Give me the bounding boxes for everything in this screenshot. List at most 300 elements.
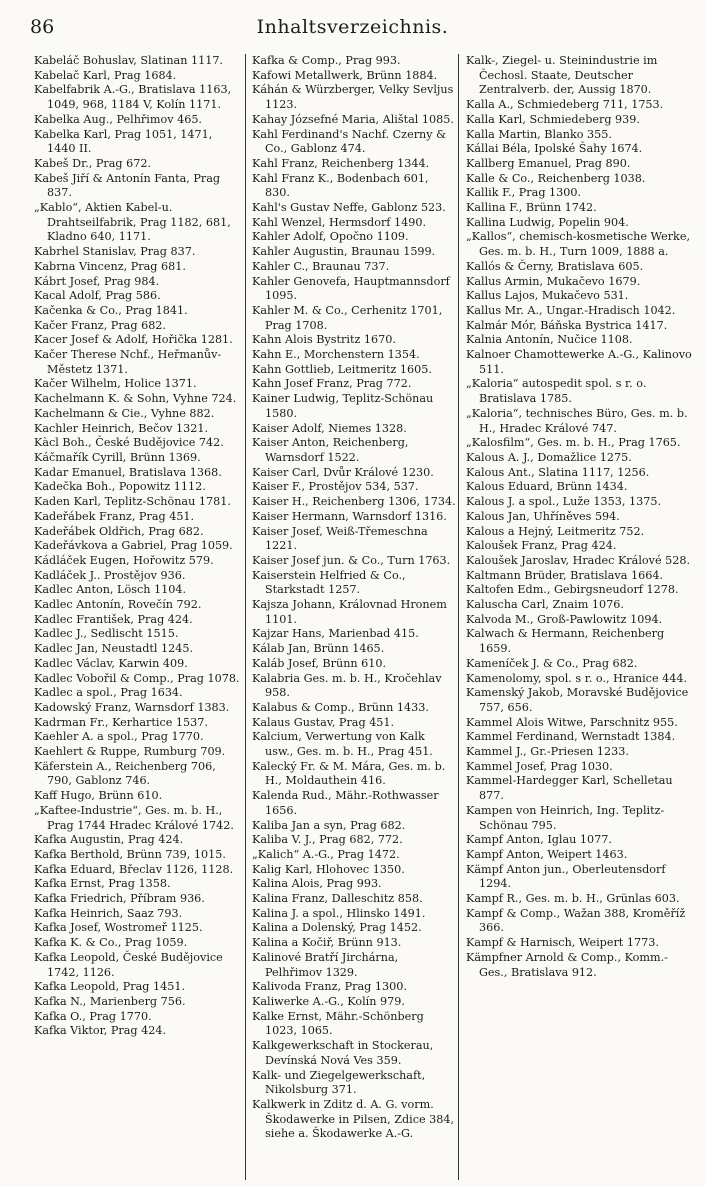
index-entry-text: Kammel Josef, Prag 1030. bbox=[466, 759, 613, 773]
index-entry bbox=[34, 480, 243, 495]
index-entry bbox=[34, 172, 243, 201]
index-entry-text: Kahler C., Braunau 737. bbox=[252, 259, 390, 273]
index-entry bbox=[252, 907, 456, 922]
index-entry-text: Kammel J., Gr.-Priesen 1233. bbox=[466, 745, 629, 759]
index-entry bbox=[466, 760, 696, 775]
index-entry bbox=[34, 833, 243, 848]
index-entry-text: „Kalosfilm“, Ges. m. b. H., Prag 1765. bbox=[466, 436, 681, 450]
index-entry bbox=[252, 69, 456, 84]
index-entry-text: Kampf & Harnisch, Weipert 1773. bbox=[466, 936, 659, 950]
index-entry bbox=[252, 422, 456, 437]
index-entry-text: Kállai Béla, Ipolské Šahy 1674. bbox=[466, 142, 643, 156]
index-entry bbox=[466, 348, 696, 377]
index-entry-text: Kalous A. J., Domažlice 1275. bbox=[466, 450, 632, 464]
index-entry-text: Kalla Martin, Blanko 355. bbox=[466, 127, 612, 141]
index-entry bbox=[34, 921, 243, 936]
index-entry-text: Kallina Ludwig, Popelin 904. bbox=[466, 215, 629, 229]
index-column-3 bbox=[459, 54, 698, 1180]
index-entry bbox=[252, 333, 456, 348]
index-entry bbox=[466, 804, 696, 833]
index-entry-text: Kahl Franz K., Bodenbach 601, 830. bbox=[252, 171, 433, 200]
index-entry-text: Kabelka Karl, Prag 1051, 1471, 1440 II. bbox=[34, 127, 216, 156]
index-entry bbox=[466, 907, 696, 936]
index-entry bbox=[466, 201, 696, 216]
index-entry-text: Kahl's Gustav Neffe, Gablonz 523. bbox=[252, 201, 446, 215]
index-entry bbox=[34, 539, 243, 554]
index-entry bbox=[466, 113, 696, 128]
index-entry-text: Kadeřábek Oldřich, Prag 682. bbox=[34, 524, 204, 538]
index-entry-text: Kalkgewerkschaft in Stockerau, Devínská Nová Ves 359. bbox=[252, 1039, 437, 1067]
index-entry bbox=[466, 186, 696, 201]
index-entry bbox=[34, 407, 243, 422]
index-entry bbox=[252, 392, 456, 421]
index-entry bbox=[34, 598, 243, 613]
index-entry-text: Kallós & Černy, Bratislava 605. bbox=[466, 259, 644, 273]
index-entry-text: Kačer Wilhelm, Holice 1371. bbox=[34, 377, 197, 391]
index-entry-text: Kafka Friedrich, Příbram 936. bbox=[34, 892, 205, 906]
index-entry bbox=[34, 436, 243, 451]
index-entry bbox=[34, 113, 243, 128]
index-entry bbox=[466, 495, 696, 510]
index-entry bbox=[34, 657, 243, 672]
index-entry bbox=[466, 260, 696, 275]
index-entry bbox=[34, 260, 243, 275]
index-entry-text: Kamenský Jakob, Moravské Budějovice 757, 656. bbox=[466, 686, 692, 714]
index-entry bbox=[34, 613, 243, 628]
index-entry-text: Kampf R., Ges. m. b. H., Grünlas 603. bbox=[466, 892, 680, 906]
index-entry-text: Kadečka Boh., Popowitz 1112. bbox=[34, 480, 206, 494]
index-entry bbox=[34, 554, 243, 569]
index-entry bbox=[34, 201, 243, 245]
index-entry-text: Kahl Franz, Reichenberg 1344. bbox=[252, 156, 430, 170]
index-entry-text: Kahler Augustin, Braunau 1599. bbox=[252, 245, 436, 259]
index-entry-text: Kafka Eduard, Břeclav 1126, 1128. bbox=[34, 862, 234, 876]
index-entry-text: Kalenda Rud., Mähr.-Rothwasser 1656. bbox=[252, 789, 443, 817]
page-title: Inhaltsverzeichnis. bbox=[256, 16, 449, 38]
index-entry bbox=[466, 627, 696, 656]
index-entry-text: Kaiser Josef, Weiß-Třemeschna 1221. bbox=[252, 524, 432, 553]
index-entry-text: Kalkwerk in Zditz d. A. G. vorm. Škodawerke in Pilsen, Zdice 384, siehe a. Škodawerke A.-G. bbox=[252, 1097, 458, 1141]
index-entry bbox=[466, 480, 696, 495]
index-entry bbox=[466, 230, 696, 259]
index-entry-text: Kalina a Dolenský, Prag 1452. bbox=[252, 921, 422, 935]
index-entry bbox=[466, 319, 696, 334]
index-entry bbox=[252, 627, 456, 642]
index-entry-text: Kadrman Fr., Kerhartice 1537. bbox=[34, 715, 208, 729]
index-entry-text: Kammel Ferdinand, Wernstadt 1384. bbox=[466, 730, 676, 744]
index-entry-text: Kahn Gottlieb, Leitmeritz 1605. bbox=[252, 362, 432, 376]
index-entry-text: Kadeřávkova a Gabriel, Prag 1059. bbox=[34, 539, 233, 553]
index-entry bbox=[252, 936, 456, 951]
index-entry bbox=[466, 172, 696, 187]
index-entry bbox=[252, 980, 456, 995]
index-entry bbox=[34, 745, 243, 760]
index-entry-text: Kahn Josef Franz, Prag 772. bbox=[252, 377, 412, 391]
index-entry-text: Kabrna Vincenz, Prag 681. bbox=[34, 259, 186, 273]
index-entry-text: „Kallos“, chemisch-kosmetische Werke, Ges. m. b. H., Turn 1009, 1888 a. bbox=[466, 230, 694, 259]
index-entry bbox=[252, 260, 456, 275]
index-entry bbox=[34, 54, 243, 69]
index-entry bbox=[466, 569, 696, 584]
index-entry bbox=[252, 1098, 456, 1142]
index-entry-text: Kallberg Emanuel, Prag 890. bbox=[466, 156, 631, 170]
index-entry-text: Käferstein A., Reichenberg 706, 790, Gablonz 746. bbox=[34, 759, 220, 788]
index-entry bbox=[252, 569, 456, 598]
index-entry-text: Kadlec J., Sedlischt 1515. bbox=[34, 627, 179, 641]
index-entry-text: Kallus Mr. A., Ungar.-Hradisch 1042. bbox=[466, 303, 676, 317]
index-entry-text: Kahl Wenzel, Hermsdorf 1490. bbox=[252, 215, 427, 229]
index-entry-text: Kahay Józsefné Maria, Alištal 1085. bbox=[252, 112, 454, 126]
index-entry bbox=[466, 289, 696, 304]
index-entry-text: Kàcl Boh., České Budějovice 742. bbox=[34, 436, 224, 450]
index-entry bbox=[466, 216, 696, 231]
index-entry-text: Kačenka & Co., Prag 1841. bbox=[34, 303, 188, 317]
index-entry-text: Kaliwerke A.-G., Kolín 979. bbox=[252, 995, 405, 1008]
index-entry bbox=[252, 348, 456, 363]
index-entry-text: Kafka Viktor, Prag 424. bbox=[34, 1024, 167, 1038]
index-entry bbox=[466, 833, 696, 848]
index-entry bbox=[252, 730, 456, 759]
index-entry-text: „Kaloria“, technisches Büro, Ges. m. b. H., Hradec Králové 747. bbox=[466, 406, 692, 435]
index-entry bbox=[34, 83, 243, 112]
index-entry bbox=[34, 789, 243, 804]
index-entry bbox=[466, 583, 696, 598]
index-entry bbox=[252, 172, 456, 201]
index-entry bbox=[34, 980, 243, 995]
index-entry-text: Kallus Lajos, Mukačevo 531. bbox=[466, 289, 629, 303]
index-entry bbox=[252, 275, 456, 304]
index-entry bbox=[34, 951, 243, 980]
index-entry-text: Kampf Anton, Weipert 1463. bbox=[466, 847, 628, 861]
index-entry bbox=[252, 245, 456, 260]
index-entry-text: „Kaloria“ autospedit spol. s r. o. Bratislava 1785. bbox=[466, 377, 650, 406]
index-entry bbox=[34, 863, 243, 878]
index-entry-text: Kaluscha Carl, Znaim 1076. bbox=[466, 598, 624, 612]
index-entry-text: Kalous Ant., Slatina 1117, 1256. bbox=[466, 465, 650, 479]
index-entry bbox=[34, 760, 243, 789]
index-entry bbox=[252, 995, 456, 1010]
index-entry-text: Kafka Heinrich, Saaz 793. bbox=[34, 906, 183, 920]
index-entry-text: Kaliba Jan a syn, Prag 682. bbox=[252, 818, 406, 832]
index-entry bbox=[34, 1010, 243, 1025]
index-entry-text: Kaloušek Jaroslav, Hradec Králové 528. bbox=[466, 553, 691, 567]
index-entry-text: Kallina F., Brünn 1742. bbox=[466, 201, 597, 215]
index-entry bbox=[466, 863, 696, 892]
index-entry-text: Kadlec Jan, Neustadtl 1245. bbox=[34, 642, 194, 656]
page-header bbox=[0, 12, 705, 46]
index-entry bbox=[252, 525, 456, 554]
index-entry-text: Kafka Augustin, Prag 424. bbox=[34, 833, 184, 847]
index-entry bbox=[466, 657, 696, 672]
index-entry-text: Kalous Eduard, Brünn 1434. bbox=[466, 480, 628, 494]
index-entry-text: Kallus Armin, Mukačevo 1679. bbox=[466, 274, 641, 288]
index-entry bbox=[252, 1010, 456, 1039]
index-entry bbox=[34, 69, 243, 84]
index-entry bbox=[466, 554, 696, 569]
index-entry bbox=[252, 1069, 456, 1098]
index-entry bbox=[252, 657, 456, 672]
index-entry-text: Kadowský Franz, Warnsdorf 1383. bbox=[34, 700, 230, 714]
index-entry bbox=[466, 333, 696, 348]
index-entry bbox=[466, 672, 696, 687]
index-entry-text: Kacer Josef & Adolf, Hořička 1281. bbox=[34, 333, 233, 347]
index-entry-text: Kacal Adolf, Prag 586. bbox=[34, 289, 161, 303]
index-columns bbox=[30, 54, 698, 1180]
index-entry-text: Kalnoer Chamottewerke A.-G., Kalinovo 511. bbox=[466, 348, 696, 376]
index-entry-text: Kaiserstein Helfried & Co., Starkstadt 1257. bbox=[252, 568, 410, 597]
index-entry-text: Kaiser Josef jun. & Co., Turn 1763. bbox=[252, 553, 451, 567]
index-entry-text: Kämpfner Arnold & Comp., Komm.-Ges., Bratislava 912. bbox=[466, 950, 668, 979]
index-entry-text: Kafka K. & Co., Prag 1059. bbox=[34, 936, 188, 950]
index-entry bbox=[34, 348, 243, 377]
index-entry-text: Kammel-Hardegger Karl, Schelletau 877. bbox=[466, 774, 677, 803]
index-entry-text: Kaiser Adolf, Niemes 1328. bbox=[252, 421, 407, 435]
index-column-1 bbox=[30, 54, 246, 1180]
index-entry bbox=[34, 701, 243, 716]
index-entry-text: Kalk-, Ziegel- u. Steinindustrie im Čechosl. Staate, Deutscher Zentralverb. der, Aussig 1870. bbox=[466, 54, 661, 97]
index-entry bbox=[34, 304, 243, 319]
index-entry bbox=[466, 54, 696, 98]
index-entry bbox=[34, 848, 243, 863]
index-entry-text: Kameníček J. & Co., Prag 682. bbox=[466, 656, 638, 670]
index-entry-text: Kalcium, Verwertung von Kalk usw., Ges. m. b. H., Prag 451. bbox=[252, 730, 433, 759]
index-entry-text: Kabelač Karl, Prag 1684. bbox=[34, 68, 177, 82]
index-entry bbox=[252, 833, 456, 848]
index-entry bbox=[252, 760, 456, 789]
index-entry-text: Kafka Berthold, Brünn 739, 1015. bbox=[34, 847, 226, 861]
index-entry bbox=[466, 142, 696, 157]
index-entry-text: Kadeřábek Franz, Prag 451. bbox=[34, 509, 195, 523]
index-entry bbox=[466, 525, 696, 540]
index-entry-text: Kafka Leopold, České Budějovice 1742, 1126. bbox=[34, 950, 227, 979]
index-entry bbox=[252, 1039, 456, 1068]
index-entry bbox=[34, 466, 243, 481]
index-entry bbox=[466, 774, 696, 803]
index-entry-text: Kalecký Fr. & M. Mára, Ges. m. b. H., Moldauthein 416. bbox=[252, 759, 449, 788]
index-entry bbox=[466, 716, 696, 731]
index-entry-text: Kachler Heinrich, Bečov 1321. bbox=[34, 421, 209, 435]
index-entry bbox=[466, 377, 696, 406]
index-entry-text: Kadlec František, Prag 424. bbox=[34, 612, 193, 626]
index-entry-text: Kaehlert & Ruppe, Rumburg 709. bbox=[34, 745, 226, 759]
index-entry bbox=[34, 804, 243, 833]
index-entry-text: Kačer Therese Nchf., Heřmanův-Městetz 1371. bbox=[34, 348, 222, 376]
index-entry-text: Kabeš Dr., Prag 672. bbox=[34, 156, 152, 170]
index-entry-text: Kaloušek Franz, Prag 424. bbox=[466, 539, 617, 553]
index-entry-text: Kabelfabrik A.-G., Bratislava 1163, 1049, 968, 1184 V, Kolín 1171. bbox=[34, 83, 235, 112]
index-entry bbox=[34, 275, 243, 290]
index-entry bbox=[252, 230, 456, 245]
index-entry bbox=[252, 716, 456, 731]
index-entry-text: Kálab Jan, Brünn 1465. bbox=[252, 642, 385, 656]
index-entry-text: Kahn E., Morchenstern 1354. bbox=[252, 348, 420, 362]
index-entry-text: Kafka O., Prag 1770. bbox=[34, 1009, 152, 1023]
index-entry-text: Kaden Karl, Teplitz-Schönau 1781. bbox=[34, 495, 231, 509]
index-entry-text: Kalig Karl, Hlohovec 1350. bbox=[252, 862, 405, 876]
index-entry bbox=[252, 201, 456, 216]
index-entry bbox=[252, 789, 456, 818]
index-entry-text: Kalnia Antonín, Nučice 1108. bbox=[466, 333, 633, 347]
index-entry bbox=[466, 745, 696, 760]
index-entry bbox=[34, 422, 243, 437]
index-entry bbox=[252, 157, 456, 172]
index-entry bbox=[34, 730, 243, 745]
index-entry bbox=[466, 848, 696, 863]
index-entry-text: Kaltofen Edm., Gebirgsneudorf 1278. bbox=[466, 583, 679, 597]
index-entry-text: Kadlec Vobořil & Comp., Prag 1078. bbox=[34, 671, 240, 685]
index-entry-text: Kämpf Anton jun., Oberleutensdorf 1294. bbox=[466, 862, 670, 891]
index-entry-text: Kahler Adolf, Opočno 1109. bbox=[252, 230, 409, 244]
index-entry-text: Kaff Hugo, Brünn 610. bbox=[34, 789, 163, 803]
index-entry-text: Kaláb Josef, Brünn 610. bbox=[252, 656, 387, 670]
index-entry bbox=[34, 1024, 243, 1039]
index-entry bbox=[466, 275, 696, 290]
index-entry bbox=[466, 451, 696, 466]
index-entry-text: Kampf & Comp., Wažan 388, Kroměříž 366. bbox=[466, 906, 689, 935]
index-entry bbox=[466, 157, 696, 172]
index-entry-text: Kafka N., Marienberg 756. bbox=[34, 995, 186, 1008]
index-entry-text: Kafka Leopold, Prag 1451. bbox=[34, 980, 185, 994]
index-entry bbox=[252, 466, 456, 481]
index-entry-text: Kalla Karl, Schmiedeberg 939. bbox=[466, 112, 640, 126]
index-entry-text: Kabeš Jiří & Antonín Fanta, Prag 837. bbox=[34, 171, 224, 200]
index-column-2 bbox=[246, 54, 459, 1180]
index-entry bbox=[34, 892, 243, 907]
index-entry-text: Kaiser Hermann, Warnsdorf 1316. bbox=[252, 509, 447, 523]
index-entry-text: Kalina Franz, Dalleschitz 858. bbox=[252, 892, 423, 906]
index-entry-text: Kaiser Anton, Reichenberg, Warnsdorf 1522. bbox=[252, 436, 413, 464]
index-entry bbox=[34, 333, 243, 348]
index-entry bbox=[252, 951, 456, 980]
index-entry bbox=[252, 848, 456, 863]
index-entry-text: „Kablo“, Aktien Kabel-u. Drahtseilfabrik, Prag 1182, 681, Kladno 640, 1171. bbox=[34, 201, 235, 244]
index-entry bbox=[252, 436, 456, 465]
index-entry bbox=[252, 701, 456, 716]
index-entry bbox=[34, 392, 243, 407]
index-entry bbox=[466, 436, 696, 451]
index-entry-text: Kafka Ernst, Prag 1358. bbox=[34, 877, 171, 891]
index-entry-text: Kadláček J.. Prostějov 936. bbox=[34, 568, 186, 582]
index-entry-text: Káčmařík Cyrill, Brünn 1369. bbox=[34, 450, 201, 464]
index-entry-text: Kampen von Heinrich, Ing. Teplitz-Schönau 795. bbox=[466, 803, 665, 832]
index-entry bbox=[34, 495, 243, 510]
index-entry bbox=[466, 892, 696, 907]
index-entry bbox=[34, 128, 243, 157]
index-entry-text: Kabrhel Stanislav, Prag 837. bbox=[34, 245, 196, 259]
index-entry bbox=[34, 907, 243, 922]
index-entry bbox=[466, 510, 696, 525]
index-entry bbox=[34, 995, 243, 1010]
index-entry bbox=[466, 98, 696, 113]
index-entry-text: Kachelmann K. & Sohn, Vyhne 724. bbox=[34, 392, 237, 406]
index-entry bbox=[34, 716, 243, 731]
index-entry-text: Kádláček Eugen, Hořowitz 579. bbox=[34, 553, 214, 567]
index-entry-text: Kadlec Václav, Karwin 409. bbox=[34, 656, 188, 670]
index-entry-text: Kabeláč Bohuslav, Slatinan 1117. bbox=[34, 54, 223, 67]
index-entry bbox=[466, 128, 696, 143]
index-entry-text: Kalla A., Schmiedeberg 711, 1753. bbox=[466, 98, 664, 112]
index-entry-text: Kainer Ludwig, Teplitz-Schönau 1580. bbox=[252, 392, 437, 420]
index-entry bbox=[466, 686, 696, 715]
index-entry-text: Kalina J. a spol., Hlinsko 1491. bbox=[252, 906, 426, 920]
index-entry bbox=[34, 319, 243, 334]
index-entry-text: Kafowi Metallwerk, Brünn 1884. bbox=[252, 68, 438, 82]
index-entry bbox=[252, 83, 456, 112]
index-entry-text: Kaltmann Brüder, Bratislava 1664. bbox=[466, 568, 664, 582]
index-entry bbox=[34, 245, 243, 260]
index-entry-text: Kalous Jan, Uhříněves 594. bbox=[466, 509, 620, 523]
index-entry-text: Kalabria Ges. m. b. H., Kročehlav 958. bbox=[252, 671, 446, 700]
index-entry bbox=[252, 863, 456, 878]
index-entry-text: Kajzar Hans, Marienbad 415. bbox=[252, 627, 419, 641]
index-entry bbox=[252, 216, 456, 231]
index-entry bbox=[252, 363, 456, 378]
index-entry-text: Kaehler A. a spol., Prag 1770. bbox=[34, 730, 204, 744]
index-entry-text: Kafka & Comp., Prag 993. bbox=[252, 54, 401, 67]
index-entry bbox=[252, 642, 456, 657]
index-entry-text: Kahn Alois Bystritz 1670. bbox=[252, 333, 396, 347]
index-entry-text: Kammel Alois Witwe, Parschnitz 955. bbox=[466, 715, 678, 729]
index-entry-text: Kalwach & Hermann, Reichenberg 1659. bbox=[466, 627, 668, 656]
index-entry bbox=[466, 951, 696, 980]
index-entry-text: Kadlec Antonín, Rovečín 792. bbox=[34, 598, 202, 612]
index-entry-text: Kadar Emanuel, Bratislava 1368. bbox=[34, 465, 222, 479]
index-entry-text: Kahler M. & Co., Cerhenitz 1701, Prag 1708. bbox=[252, 303, 446, 332]
index-entry bbox=[252, 304, 456, 333]
index-entry-text: Kalous J. a spol., Luže 1353, 1375. bbox=[466, 495, 661, 509]
index-entry-text: Kalinové Bratří Jirchárna, Pelhřimov 1329. bbox=[252, 950, 402, 979]
index-entry bbox=[34, 936, 243, 951]
index-entry bbox=[34, 877, 243, 892]
index-entry-text: „Kaftee-Industrie“, Ges. m. b. H., Prag 1744 Hradec Králové 1742. bbox=[34, 803, 234, 832]
index-entry-text: Kaiser Carl, Dvůr Králové 1230. bbox=[252, 465, 434, 479]
index-entry bbox=[34, 583, 243, 598]
index-entry bbox=[466, 613, 696, 628]
index-entry bbox=[466, 539, 696, 554]
index-entry bbox=[34, 569, 243, 584]
index-entry-text: Kadlec a spol., Prag 1634. bbox=[34, 686, 183, 700]
index-entry-text: Kačer Franz, Prag 682. bbox=[34, 318, 166, 332]
index-entry bbox=[252, 480, 456, 495]
index-entry bbox=[466, 936, 696, 951]
index-entry-text: Kalivoda Franz, Prag 1300. bbox=[252, 980, 407, 994]
index-entry bbox=[34, 525, 243, 540]
index-entry bbox=[34, 686, 243, 701]
index-entry-text: Kachelmann & Cie., Vyhne 882. bbox=[34, 406, 215, 420]
index-entry bbox=[34, 627, 243, 642]
index-entry bbox=[252, 892, 456, 907]
index-entry bbox=[34, 510, 243, 525]
index-entry bbox=[466, 730, 696, 745]
index-entry-text: Kalabus & Comp., Brünn 1433. bbox=[252, 700, 429, 714]
index-entry-text: Kalina a Kočiř, Brünn 913. bbox=[252, 936, 402, 950]
page-number: 86 bbox=[30, 16, 55, 38]
index-entry-text: Kalle & Co., Reichenberg 1038. bbox=[466, 171, 646, 185]
index-entry-text: Kalke Ernst, Mähr.-Schönberg 1023, 1065. bbox=[252, 1009, 428, 1038]
index-entry bbox=[34, 289, 243, 304]
index-entry-text: Kábrt Josef, Prag 984. bbox=[34, 274, 160, 288]
index-entry bbox=[34, 157, 243, 172]
index-entry-text: Kalous a Hejný, Leitmeritz 752. bbox=[466, 524, 645, 538]
index-entry bbox=[252, 598, 456, 627]
index-entry bbox=[252, 877, 456, 892]
index-entry-text: Kajsza Johann, Královnad Hronem 1101. bbox=[252, 598, 451, 626]
index-entry bbox=[466, 407, 696, 436]
index-entry-text: Kamenolomy, spol. s r. o., Hranice 444. bbox=[466, 671, 688, 685]
index-entry bbox=[252, 554, 456, 569]
index-entry bbox=[34, 672, 243, 687]
index-entry bbox=[466, 598, 696, 613]
